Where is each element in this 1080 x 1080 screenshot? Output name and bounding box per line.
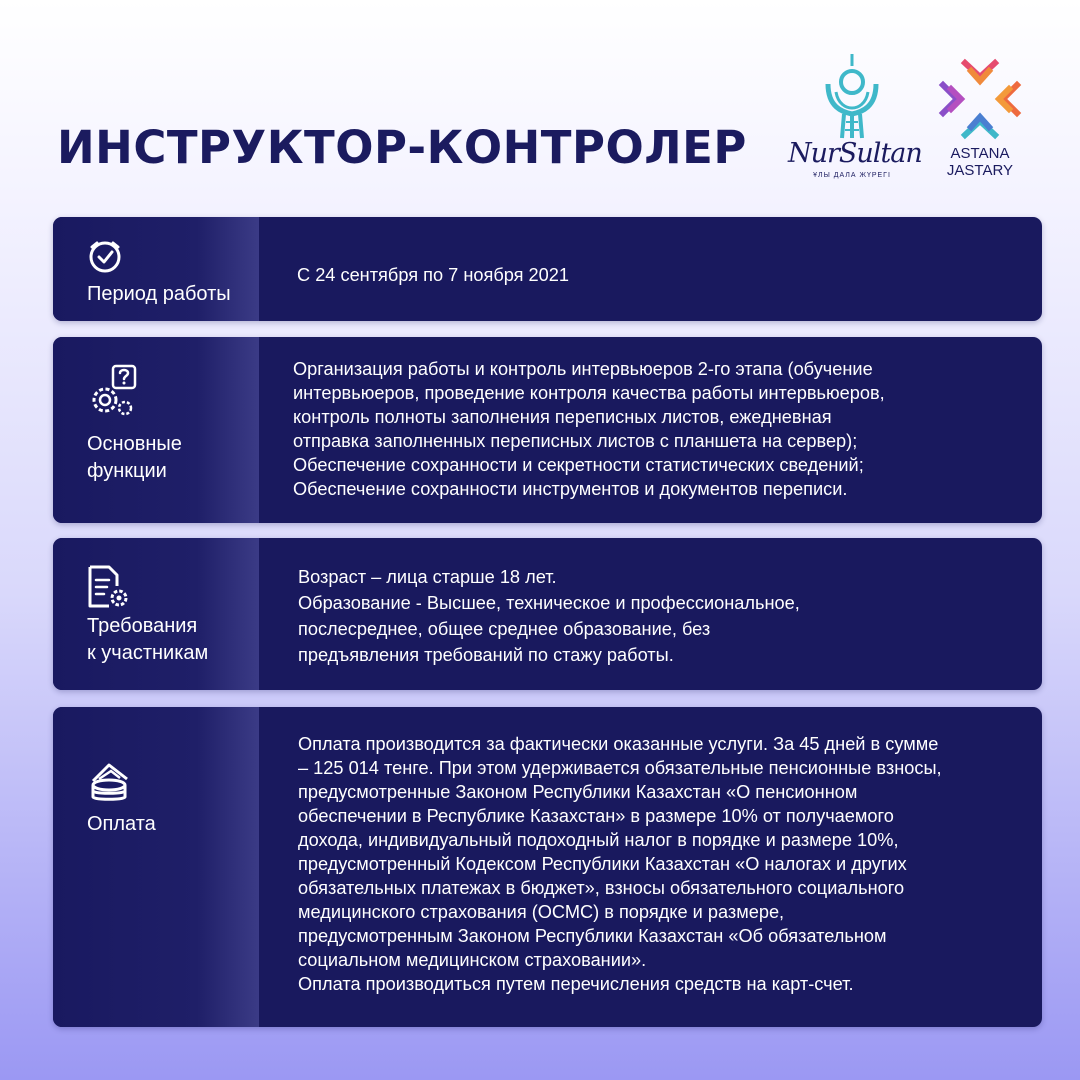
card-label: Оплата bbox=[87, 813, 156, 835]
card-main-functions bbox=[53, 337, 1042, 523]
astana-jastary-line1: ASTANA bbox=[950, 145, 1010, 162]
card-work-period bbox=[53, 217, 1042, 321]
nursultan-logo-text: NurSultan bbox=[788, 138, 922, 169]
card-content: Оплата производится за фактически оказанные услуги. За 45 дней в сумме – 125 014 тенге. При этом удерживается обязательные пенсионные взносы, предусмотренные Законом Республики Казахстан «О пенсионном обеспечении в Республике Казахстан» в размере 10% от получаемого дохода, индивидуальный подоходный налог в порядке и размере 10%, предусмотренный Кодексом Республики Казахстан «О налогах и других обязательных платежах в бюджет», взносы обязательного социального медицинского страхования (ОСМС) в порядке и размере, предусмотренным Законом Республики Казахстан «Об обязательном социальном медицинском страховании». Оплата производиться путем перечисления средств на карт-счет. bbox=[298, 734, 942, 994]
card-label: Требования к участникам bbox=[87, 615, 209, 664]
clock-check-icon bbox=[87, 237, 125, 275]
card-payment bbox=[53, 707, 1042, 1027]
card-content: Организация работы и контроль интервьюеров 2-го этапа (обучение интервьюеров, проведение контроля качества работы интервьюеров, контроль полноты заполнения переписных листов, ежедневная отправка заполненных переписных листов с планшета на сервер); Обеспечение сохранности и секретности статистических сведений; Обеспечение сохранности инструментов и документов переписи. bbox=[293, 359, 885, 499]
coins-cash-icon bbox=[87, 759, 133, 805]
card-content: С 24 сентября по 7 ноября 2021 bbox=[297, 265, 570, 285]
astana-jastary-line2: JASTARY bbox=[946, 162, 1014, 179]
nursultan-logo-subtitle: ҰЛЫ ДАЛА ЖҮРЕГІ bbox=[813, 172, 891, 179]
card-label-panel bbox=[53, 337, 259, 523]
card-label: Основные функции bbox=[87, 433, 182, 482]
astana-jastary-logo bbox=[935, 57, 1025, 182]
card-label-panel bbox=[53, 707, 259, 1027]
astana-jastary-logo-text bbox=[935, 145, 1025, 179]
card-requirements bbox=[53, 538, 1042, 690]
card-label: Период работы bbox=[87, 283, 231, 305]
card-content: Возраст – лица старше 18 лет. Образование - Высшее, техническое и профессиональное, послесреднее, общее среднее образование, без предъявления требований по стажу работы. bbox=[298, 567, 800, 665]
chevrons-logo-icon bbox=[935, 57, 1025, 141]
nursultan-logo bbox=[788, 52, 922, 182]
gears-question-icon bbox=[87, 364, 139, 418]
document-gear-icon bbox=[87, 564, 131, 610]
page-title: ИНСТРУКТОР-КОНТРОЛЕР bbox=[57, 121, 747, 174]
baiterek-icon bbox=[788, 52, 916, 142]
